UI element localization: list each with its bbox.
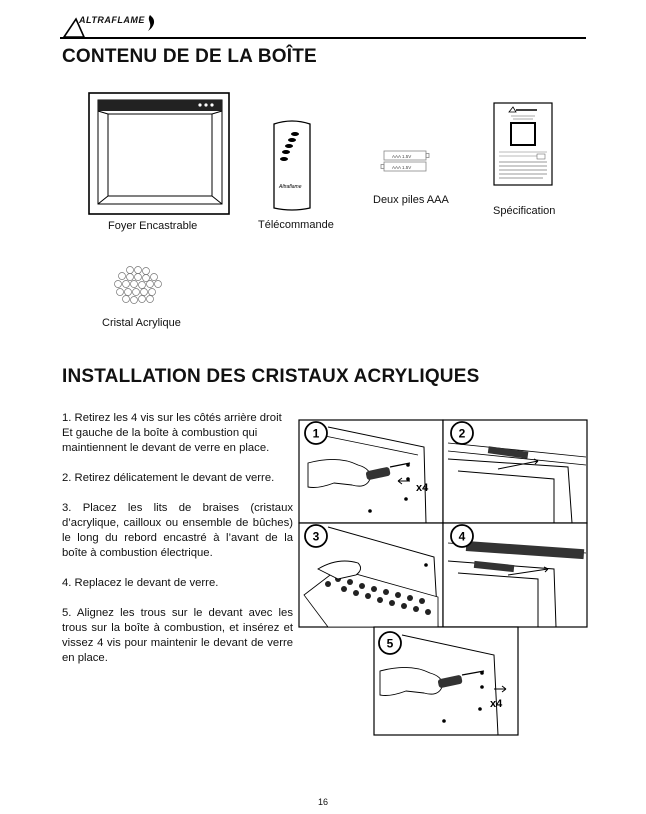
figure-number-2: 2 — [458, 426, 466, 441]
installation-figures — [298, 419, 588, 739]
figure-panel-2 — [443, 420, 587, 523]
figure-number-5: 5 — [386, 636, 394, 651]
installation-title: INSTALLATION DES CRISTAUX ACRYLIQUES — [62, 366, 480, 387]
figure-number-3: 3 — [312, 529, 320, 544]
caption-fireplace: Foyer Encastrable — [108, 220, 198, 232]
figure-panel-1 — [299, 420, 443, 523]
step-1-text: 1. Retirez les 4 vis sur les côtés arrière droit Et gauche de la boîte à combustion qui maintiennent le devant de verre en place. — [62, 412, 282, 454]
screw-count-label-1: x4 — [416, 482, 429, 494]
caption-specification: Spécification — [493, 205, 556, 217]
battery-label-1: AAA 1.5V — [392, 154, 412, 159]
specification-booklet-image — [493, 102, 553, 186]
acrylic-crystals-image — [112, 266, 164, 306]
caption-remote: Télécommande — [258, 219, 334, 231]
figure-panel-4 — [443, 523, 587, 627]
remote-logo: Altraflame — [279, 184, 302, 190]
remote-control-image — [270, 120, 314, 212]
figure-panel-3 — [299, 523, 443, 627]
screw-count-label-5: x4 — [490, 698, 503, 710]
installation-steps — [62, 411, 293, 681]
figure-panel-5 — [374, 627, 518, 735]
caption-batteries: Deux piles AAA — [373, 194, 449, 206]
figure-number-1: 1 — [312, 426, 320, 441]
step-4-text: 4. Replacez le devant de verre. — [62, 577, 219, 589]
battery-label-2: AAA 1.5V — [392, 165, 412, 170]
caption-crystals: Cristal Acrylique — [102, 317, 181, 329]
fireplace-insert-image — [88, 92, 230, 215]
contents-title: CONTENU DE DE LA BOÎTE — [62, 46, 317, 67]
figure-number-4: 4 — [458, 529, 466, 544]
aaa-batteries-image — [380, 150, 436, 174]
page-number: 16 — [317, 797, 328, 807]
brand-name: ALTRAFLAME — [79, 15, 145, 25]
header-rule — [60, 37, 586, 39]
step-5-text: 5. Alignez les trous sur le devant avec les trous sur la boîte à combustion, et insérez et vissez 4 vis pour maintenir le devant de verre en place. — [62, 607, 293, 664]
step-2-text: 2. Retirez délicatement le devant de verre. — [62, 472, 275, 484]
step-3-text: 3. Placez les lits de braises (cristaux d’acrylique, cailloux ou ensemble de bûches) le long du rebord encastré à l’avant de la boîte à combustion électrique. — [62, 502, 293, 559]
